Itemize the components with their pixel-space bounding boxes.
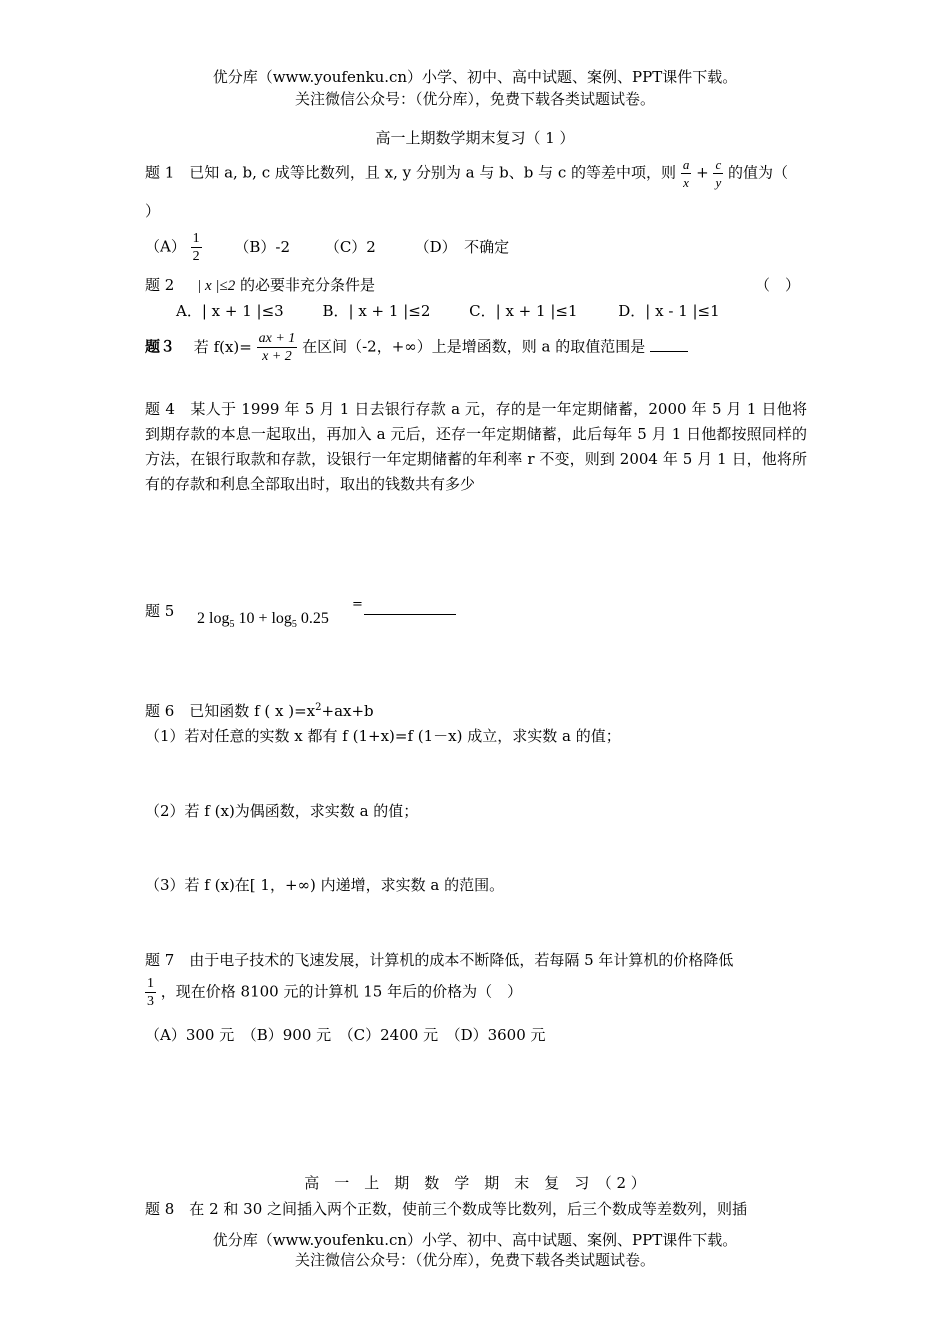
question-7-line-2: [145, 975, 522, 1010]
fraction-c-over-y: [713, 156, 723, 191]
question-7: 题 7 由于电子技术的飞速发展，计算机的成本不断降低，若每隔 5 年计算机的价格降低: [145, 951, 734, 969]
fraction-numerator: ax + 1: [258, 331, 296, 346]
option-d: D．| x - 1 |≤1: [618, 302, 720, 320]
question-1-options: [145, 230, 509, 265]
question-8: 题 8 在 2 和 30 之间插入两个正数，使前三个数成等比数列，后三个数成等差数列，则插: [145, 1200, 748, 1218]
answer-paren: （ ）: [755, 276, 801, 294]
fraction-denominator: 3: [147, 994, 154, 1009]
fraction-denominator: 2: [192, 249, 200, 264]
question-6-label: 题 6 已知函数 f ( x )=x: [145, 702, 316, 720]
question-1-tail: 的值为（: [728, 163, 789, 182]
question-6-part-2: （2）若 f (x)为偶函数，求实数 a 的值；: [145, 802, 419, 820]
log-coefficient: 2 log: [197, 610, 230, 627]
question-6-part-1: （1）若对任意的实数 x 都有 f (1+x)=f (1－x) 成立，求实数 a 的值；: [145, 727, 621, 745]
fraction-numerator: c: [715, 157, 722, 172]
question-1-text: 题 1 已知 a, b, c 成等比数列，且 x, y 分别为 a 与 b、b 与 c 的等差中项，则: [145, 163, 677, 182]
footer-line-1: 优分库（www.youfenku.cn）小学、初中、高中试题、案例、PPT课件下载。: [212, 1231, 738, 1249]
option-b: （B）-2: [234, 237, 291, 256]
log-argument-2: 0.25: [300, 610, 329, 627]
question-7-options: （A）300 元 （B）900 元 （C）2400 元 （D）3600 元: [145, 1026, 546, 1044]
option-a: A．| x + 1 |≤3: [176, 302, 284, 320]
fraction-ax1-over-x2: [257, 330, 298, 365]
question-1-close-paren: ）: [145, 202, 161, 220]
fraction-one-third: [145, 975, 156, 1010]
header-line-1: 优分库（www.youfenku.cn）小学、初中、高中试题、案例、PPT课件下载。: [212, 68, 738, 86]
answer-blank: [364, 614, 456, 615]
option-d: （D） 不确定: [414, 237, 510, 256]
log-argument-1: 10 + log: [238, 610, 292, 627]
question-7-tail: ，现在价格 8100 元的计算机 15 年后的价格为（ ）: [160, 982, 523, 1001]
question-3-text: 在区间（-2，+∞）上是增函数，则 a 的取值范围是: [302, 337, 646, 356]
fraction-a-over-x: [681, 156, 692, 191]
exponent: 2: [315, 702, 322, 713]
question-6-tail: +ax+b: [321, 702, 374, 720]
log-base-2: 5: [291, 619, 297, 631]
fraction-denominator: y: [715, 175, 722, 190]
question-5-expression: [197, 610, 329, 630]
question-3-label: 题３: [145, 337, 176, 356]
question-3-prefix: 若 f(x)=: [193, 337, 252, 356]
question-6: [145, 700, 374, 721]
fraction-denominator: x: [683, 175, 689, 190]
header-line-2: 关注微信公众号：（优分库），免费下载各类试题试卷。: [294, 90, 655, 108]
option-a-label: （A）: [145, 237, 186, 256]
question-3: [145, 330, 688, 365]
question-6-part-3: （3）若 f (x)在[ 1，+∞) 内递增，求实数 a 的范围。: [145, 876, 505, 894]
section-title-1: 高一上期数学期末复习（ 1 ）: [375, 129, 575, 147]
fraction-numerator: 1: [192, 231, 200, 246]
question-5-label: 题 5: [145, 602, 175, 620]
fraction-denominator: x + 2: [262, 349, 292, 364]
log-base-1: 5: [229, 619, 235, 631]
option-c: C．| x + 1 |≤1: [469, 302, 578, 320]
fraction-one-half: [191, 230, 202, 265]
footer-line-2: 关注微信公众号：（优分库），免费下载各类试题试卷。: [294, 1251, 655, 1269]
fraction-numerator: 1: [147, 976, 154, 991]
answer-blank: [650, 351, 688, 352]
option-b: B．| x + 1 |≤2: [322, 302, 431, 320]
fraction-numerator: a: [682, 157, 690, 172]
question-2: [145, 274, 375, 295]
question-2-options: [176, 300, 720, 321]
option-c: （C）2: [324, 237, 376, 256]
question-4: 题 4 某人于 1999 年 5 月 1 日去银行存款 a 元，存的是一年定期储蓄，2000 年 5 月 1 日他将到期存款的本息一起取出，再加入 a 元后，还存一年定期储蓄，此后每年 5 月 1 日他都按照同样的方法，在银行取款和存款，设银行一年定期储蓄的年利率 r 不变，则到 2004 年 5 月 1 日，他将所有的存款和利息全部取出时，取出的钱数共有多少: [145, 400, 807, 493]
absolute-value-expression: | x |≤2: [197, 278, 236, 294]
plus-sign: +: [696, 163, 709, 182]
question-2-label: 题 2: [145, 276, 175, 294]
section-title-2: 高 一 上 期 数 学 期 末 复 习 （ 2 ）: [304, 1174, 646, 1192]
question-1: [145, 156, 788, 191]
equals-sign: =: [352, 597, 363, 612]
question-2-text: 的必要非充分条件是: [240, 276, 376, 294]
